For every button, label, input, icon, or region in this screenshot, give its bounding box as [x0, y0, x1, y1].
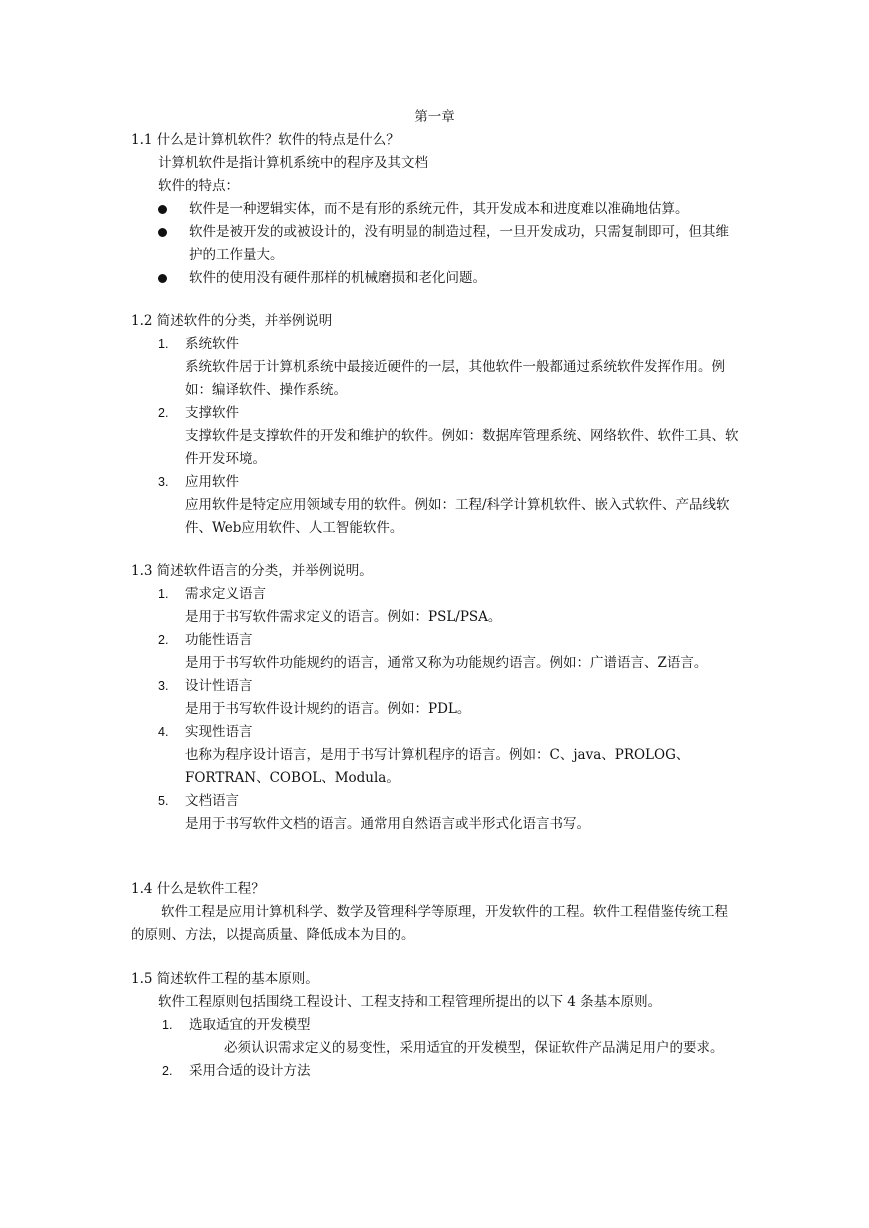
item-number: 4.	[158, 725, 169, 739]
list-item	[131, 1060, 741, 1083]
item-number: 1.	[158, 337, 169, 351]
item-number: 3.	[158, 475, 169, 489]
list-item	[131, 333, 741, 356]
list-item	[131, 221, 741, 267]
item-number: 3.	[158, 679, 169, 693]
bullet-text: 软件的使用没有硬件那样的机械磨损和老化问题。	[189, 270, 486, 286]
item-title: 选取适宜的开发模型	[189, 1017, 311, 1033]
section-1-3	[131, 560, 741, 836]
item-description: 是用于书写软件文档的语言。通常用自然语言或半形式化语言书写。	[185, 816, 590, 832]
item-title: 设计性语言	[185, 678, 253, 694]
item-description: 也称为程序设计语言，是用于书写计算机程序的语言。例如：C、java、PROLOG、FORTRAN、COBOL、Modula。	[185, 747, 690, 786]
item-description: 是用于书写软件功能规约的语言，通常又称为功能规约语言。例如：广谱语言、Z语言。	[185, 655, 708, 671]
list-item	[131, 471, 741, 494]
list-item	[131, 583, 741, 606]
features-label: 软件的特点：	[158, 178, 239, 194]
item-description: 是用于书写软件设计规约的语言。例如：PDL。	[185, 701, 471, 717]
bullet-icon	[158, 205, 167, 214]
item-number: 1.	[162, 1018, 173, 1032]
list-item	[131, 402, 741, 425]
item-description: 支撑软件是支撑软件的开发和维护的软件。例如：数据库管理系统、网络软件、软件工具、软件开发环境。	[185, 428, 739, 467]
definition-text: 计算机软件是指计算机系统中的程序及其文档	[158, 155, 428, 171]
section-1-1	[131, 129, 741, 290]
item-description: 是用于书写软件需求定义的语言。例如：PSL/PSA。	[185, 609, 502, 625]
item-title: 支撑软件	[185, 405, 239, 421]
list-item	[131, 198, 741, 221]
item-description: 必须认识需求定义的易变性，采用适宜的开发模型，保证软件产品满足用户的要求。	[224, 1040, 724, 1056]
question-1-2: 1.2 简述软件的分类，并举例说明	[131, 313, 333, 329]
list-item	[131, 267, 741, 290]
item-title: 需求定义语言	[185, 586, 266, 602]
bullet-icon	[158, 274, 167, 283]
item-number: 2.	[158, 406, 169, 420]
item-title: 采用合适的设计方法	[189, 1063, 311, 1079]
chapter-title: 第一章	[414, 109, 455, 125]
question-1-3: 1.3 简述软件语言的分类，并举例说明。	[131, 563, 373, 579]
list-item	[131, 1014, 741, 1037]
intro-text: 软件工程原则包括围绕工程设计、工程支持和工程管理所提出的以下 4 条基本原则。	[158, 994, 662, 1010]
item-description: 系统软件居于计算机系统中最接近硬件的一层，其他软件一般都通过系统软件发挥作用。例如：编译软件、操作系统。	[185, 359, 725, 398]
item-number: 1.	[158, 587, 169, 601]
item-number: 2.	[162, 1064, 173, 1078]
section-1-5	[131, 968, 741, 1083]
list-item	[131, 629, 741, 652]
question-1-1: 1.1 什么是计算机软件？软件的特点是什么？	[131, 132, 400, 148]
bullet-text: 软件是一种逻辑实体，而不是有形的系统元件，其开发成本和进度难以准确地估算。	[189, 201, 689, 217]
question-1-5: 1.5 简述软件工程的基本原则。	[131, 971, 319, 987]
bullet-text: 软件是被开发的或被设计的，没有明显的制造过程，一旦开发成功，只需复制即可，但其维护的工作量大。	[189, 224, 729, 263]
item-description: 应用软件是特定应用领域专用的软件。例如：工程/科学计算机软件、嵌入式软件、产品线软件、Web应用软件、人工智能软件。	[185, 497, 730, 536]
answer-paragraph: 软件工程是应用计算机科学、数学及管理科学等原理，开发软件的工程。软件工程借鉴传统工程的原则、方法，以提高质量、降低成本为目的。	[131, 904, 728, 943]
bullet-icon	[158, 228, 167, 237]
list-item	[131, 790, 741, 813]
section-1-4	[131, 878, 741, 947]
item-title: 功能性语言	[185, 632, 253, 648]
item-number: 2.	[158, 633, 169, 647]
item-title: 系统软件	[185, 336, 239, 352]
section-1-2	[131, 310, 741, 540]
item-number: 5.	[158, 794, 169, 808]
list-item	[131, 675, 741, 698]
item-title: 文档语言	[185, 793, 239, 809]
list-item	[131, 721, 741, 744]
question-1-4: 1.4 什么是软件工程？	[131, 881, 265, 897]
item-title: 实现性语言	[185, 724, 253, 740]
item-title: 应用软件	[185, 474, 239, 490]
